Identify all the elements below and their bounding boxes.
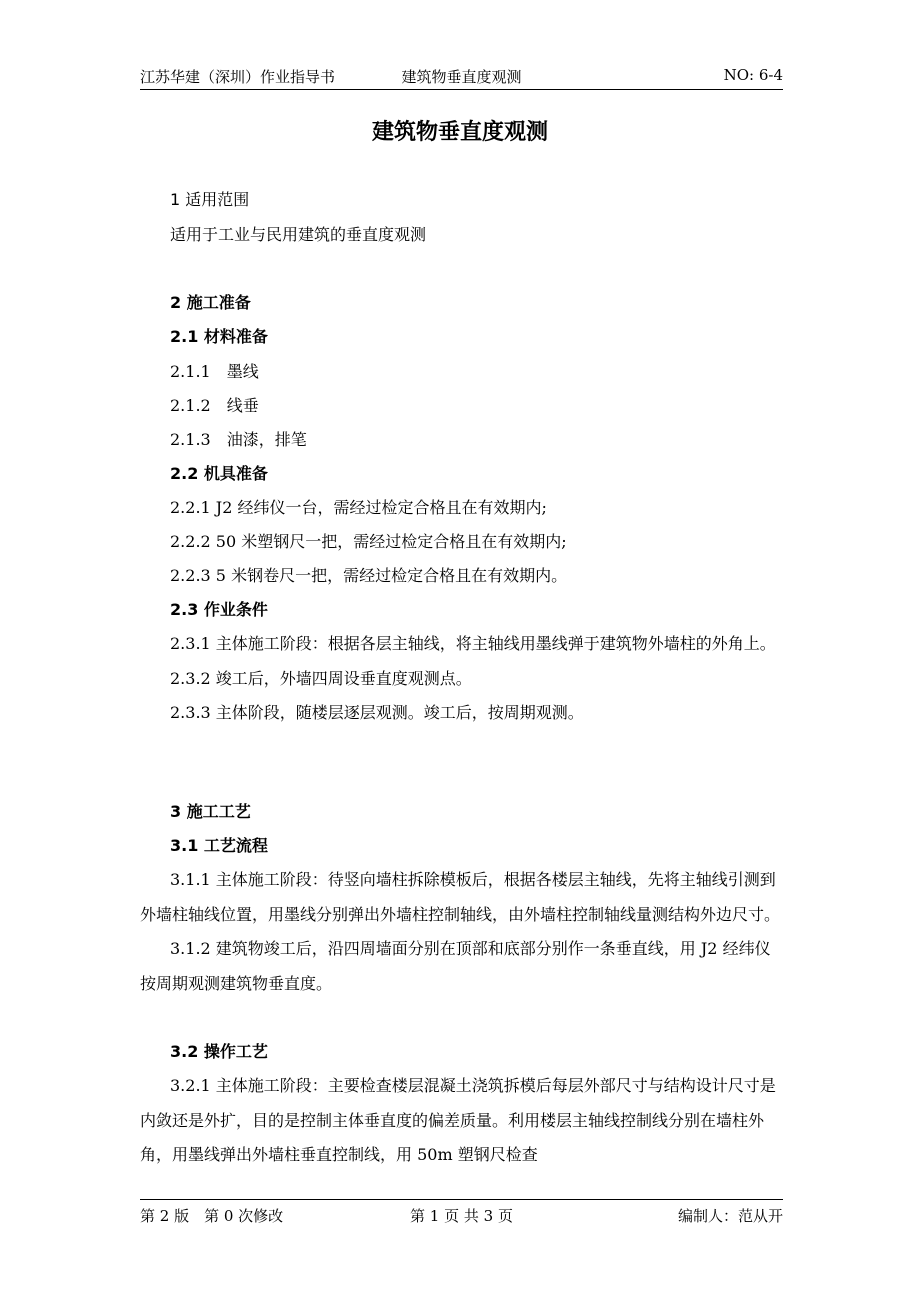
paragraph: 2.3.2 竣工后，外墙四周设垂直度观测点。 <box>170 668 472 688</box>
section-3-2-heading: 3.2 操作工艺 <box>170 1042 268 1061</box>
section-3-heading: 3 施工工艺 <box>170 802 251 821</box>
page-header <box>140 66 783 88</box>
footer-editor: 编制人：范从开 <box>677 1207 783 1225</box>
footer-page-number: 第 1 页 共 3 页 <box>410 1207 513 1225</box>
section-2-2-heading: 2.2 机具准备 <box>170 464 268 483</box>
section-2-3-heading: 2.3 作业条件 <box>170 600 268 619</box>
header-rule <box>140 89 783 90</box>
paragraph: 3.1.1 主体施工阶段：待竖向墙柱拆除模板后，根据各楼层主轴线，先将主轴线引测到外墙柱轴线位置，用墨线分别弹出外墙柱控制轴线，由外墙柱控制轴线量测结构外边尺寸。 <box>140 870 781 924</box>
section-3-1-body <box>140 863 783 1001</box>
list-item: 2.1.2 线垂 <box>170 396 259 415</box>
paragraph: 3.2.1 主体施工阶段：主要检查楼层混凝土浇筑拆模后每层外部尺寸与结构设计尺寸是内敛还是外扩，目的是控制主体垂直度的偏差质量。利用楼层主轴线控制线分别在墙柱外角，用墨线弹出外墙柱垂直控制线，用 50m 塑钢尺检查 <box>140 1076 776 1164</box>
section-3-1-heading: 3.1 工艺流程 <box>170 836 268 855</box>
page-footer <box>140 1205 783 1227</box>
section-1-text: 适用于工业与民用建筑的垂直度观测 <box>170 225 427 244</box>
header-number: NO: 6-4 <box>723 66 783 84</box>
list-item: 2.1.3 油漆，排笔 <box>170 430 307 449</box>
page-title: 建筑物垂直度观测 <box>371 120 548 145</box>
list-item: 2.2.1 J2 经纬仪一台，需经过检定合格且在有效期内; <box>170 498 547 517</box>
section-2-1-heading: 2.1 材料准备 <box>170 327 268 346</box>
header-topic: 建筑物垂直度观测 <box>401 68 522 86</box>
section-3-2-body <box>140 1069 783 1173</box>
paragraph: 2.3.1 主体施工阶段：根据各层主轴线，将主轴线用墨线弹于建筑物外墙柱的外角上。 <box>170 634 776 653</box>
section-2-3-body <box>140 627 783 731</box>
paragraph: 3.1.2 建筑物竣工后，沿四周墙面分别在顶部和底部分别作一条垂直线，用 J2 经纬仪按周期观测建筑物垂直度。 <box>140 939 771 993</box>
list-item: 2.2.3 5 米钢卷尺一把，需经过检定合格且在有效期内。 <box>170 566 568 585</box>
footer-rule <box>140 1199 783 1200</box>
footer-edition: 第 2 版 第 0 次修改 <box>140 1207 284 1225</box>
list-item: 2.2.2 50 米塑钢尺一把，需经过检定合格且在有效期内; <box>170 532 567 551</box>
section-2-heading: 2 施工准备 <box>170 293 251 312</box>
header-company: 江苏华建（深圳）作业指导书 <box>140 68 336 86</box>
section-1-heading: 1 适用范围 <box>170 190 250 209</box>
paragraph: 2.3.3 主体阶段，随楼层逐层观测。竣工后，按周期观测。 <box>170 703 584 722</box>
list-item: 2.1.1 墨线 <box>170 362 259 381</box>
